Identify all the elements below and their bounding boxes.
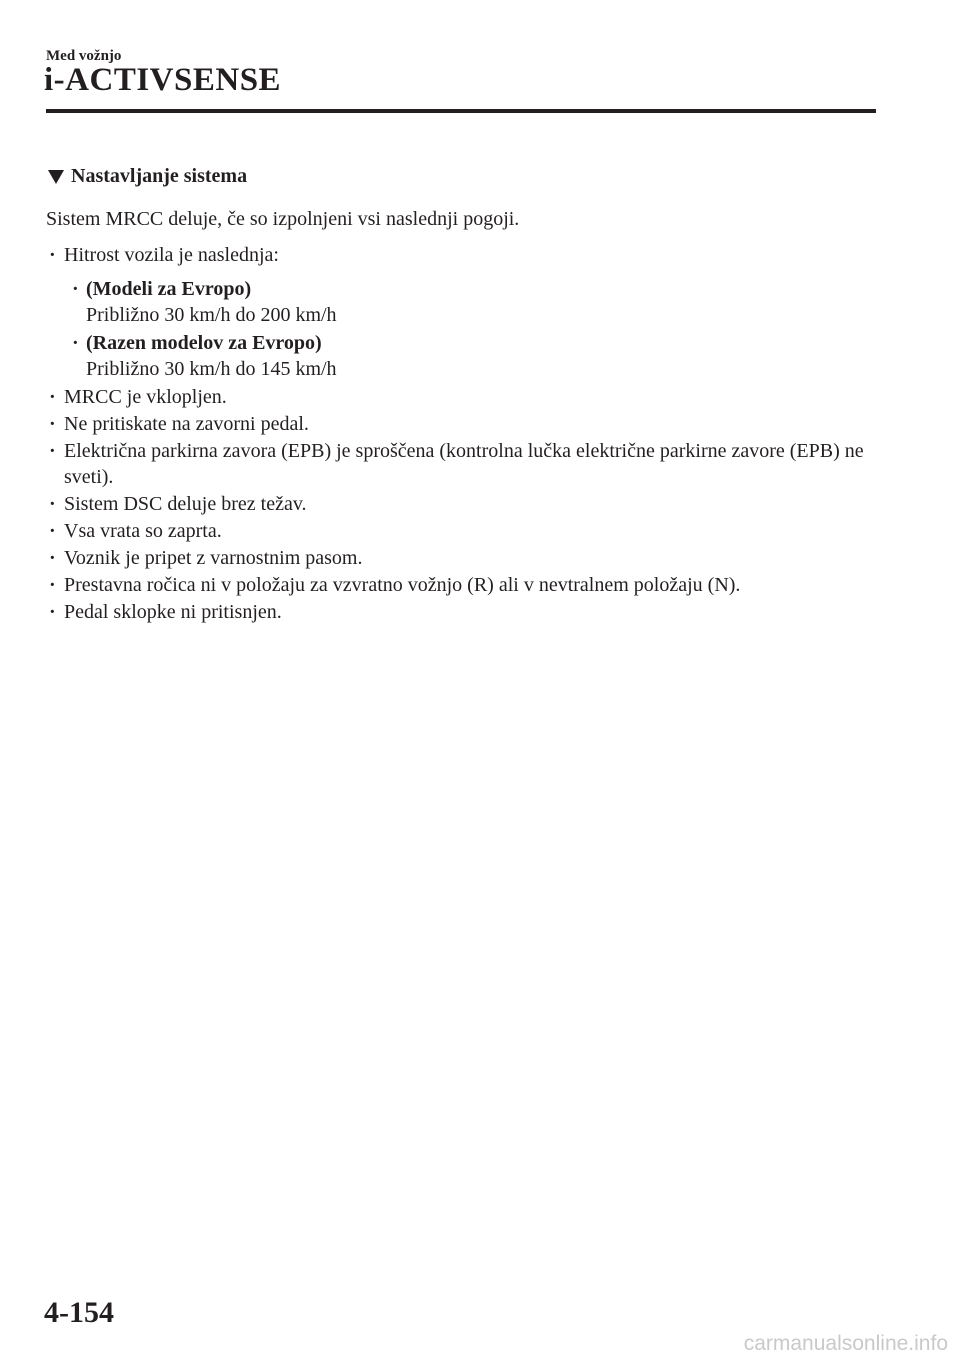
sublist-item-text: Približno 30 km/h do 145 km/h (86, 358, 337, 380)
section-heading (48, 163, 886, 189)
chapter-label: Med vožnjo (46, 48, 122, 64)
sublist-item-text: Približno 30 km/h do 200 km/h (86, 304, 337, 326)
chapter-title: i-ACTIVSENSE (44, 62, 282, 98)
sublist-item (64, 330, 886, 382)
sublist-item-title: · (Modeli za Evropo) (86, 278, 252, 300)
header-divider (46, 109, 876, 113)
list-item-text: Hitrost vozila je naslednja: (64, 244, 279, 266)
list-item: · Prestavna ročica ni v položaju za vzvratno vožnjo (R) ali v nevtralnem položaju (N). (46, 572, 886, 598)
list-item: · Ne pritiskate na zavorni pedal. (46, 411, 886, 437)
list-item: · Vsa vrata so zaprta. (46, 518, 886, 544)
section-setting-system (46, 163, 886, 626)
list-item (46, 242, 886, 382)
triangle-down-icon (48, 170, 64, 184)
intro-paragraph: Sistem MRCC deluje, če so izpolnjeni vsi naslednji pogoji. (46, 208, 520, 230)
conditions-list (46, 242, 886, 625)
watermark: carmanualsonline.info (743, 1332, 948, 1355)
sublist-item-title: · (Razen modelov za Evropo) (86, 332, 322, 354)
list-item: · Električna parkirna zavora (EPB) je sproščena (kontrolna lučka električne parkirne zavore (EPB) ne sveti). (46, 438, 886, 490)
list-item: · Pedal sklopke ni pritisnjen. (46, 599, 886, 625)
section-heading-text: Nastavljanje sistema (71, 164, 248, 187)
list-item: · Voznik je pripet z varnostnim pasom. (46, 545, 886, 571)
page-number: 4-154 (44, 1296, 114, 1329)
list-item: · Sistem DSC deluje brez težav. (46, 491, 886, 517)
sublist-item (64, 276, 886, 328)
speed-sublist (64, 276, 886, 382)
list-item: · MRCC je vklopljen. (46, 384, 886, 410)
